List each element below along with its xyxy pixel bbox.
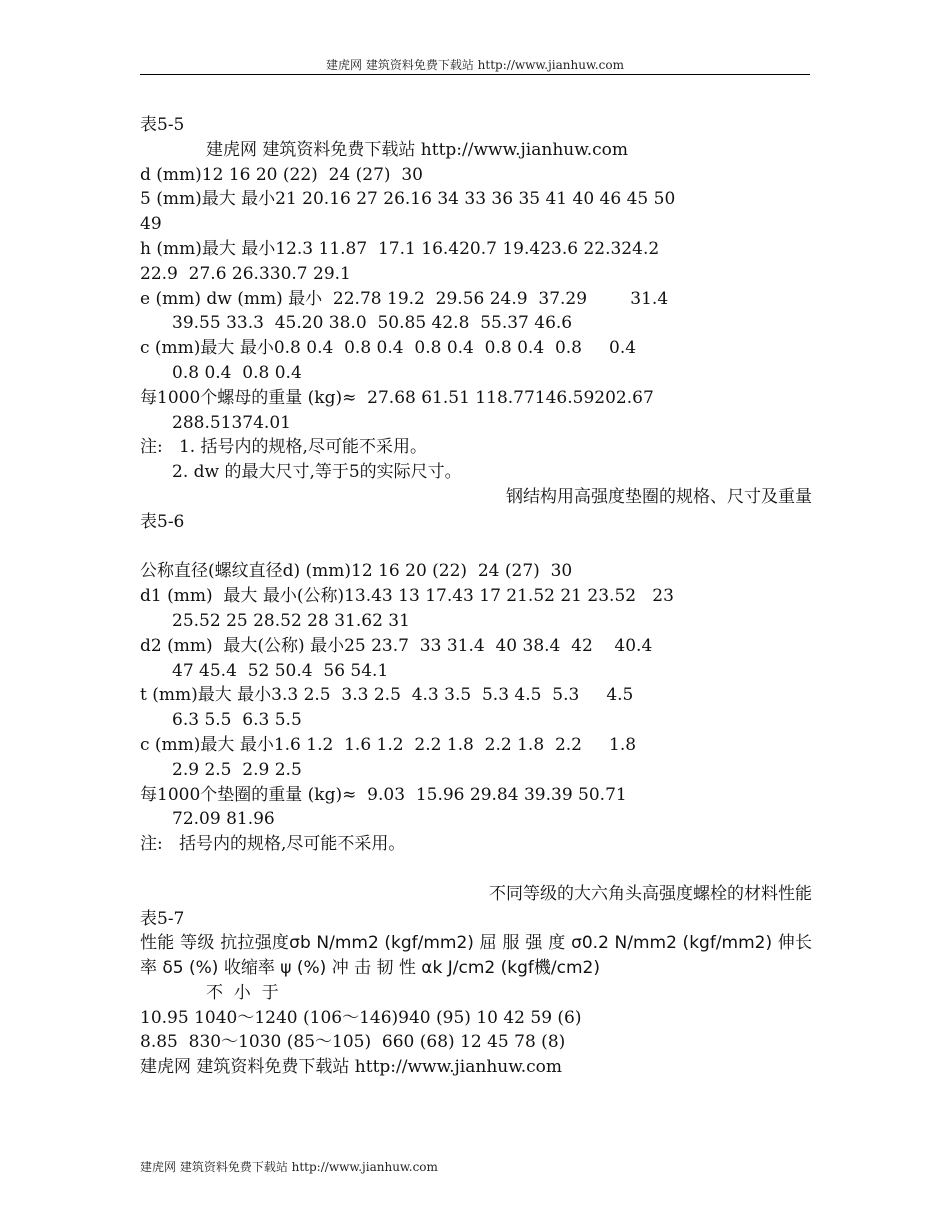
note-line: 注: 1. 括号内的规格,尽可能不采用。 <box>140 437 427 458</box>
text-line: 公称直径(螺纹直径d) (mm)12 16 20 (22) 24 (27) 30 <box>140 561 573 582</box>
watermark-line: 建虎网 建筑资料免费下载站 http://www.jianhuw.com <box>140 1057 563 1078</box>
blank-line <box>140 857 812 882</box>
text-line: 每1000个垫圈的重量 (kg)≈ 9.03 15.96 29.84 39.39 50.71 <box>140 784 627 805</box>
text-line: c (mm)最大 最小0.8 0.4 0.8 0.4 0.8 0.4 0.8 0.4 0.8 0.4 <box>140 338 637 359</box>
table-header-text: 性能 等级 抗拉强度σb N/mm2 (kgf/mm2) 屈 服 强 度 σ0.2 N/mm2 (kgf/mm2) 伸长率 δ5 (%) 收缩率 ψ (%) 冲 击 韧 性 αk J/cm2 (kgf機/cm2) <box>140 933 812 979</box>
note-line: 注: 括号内的规格,尽可能不采用。 <box>140 834 406 855</box>
text-line: 288.51374.01 <box>172 412 291 433</box>
text-line: 39.55 33.3 45.20 38.0 50.85 42.8 55.37 46.6 <box>172 313 573 334</box>
text-line: 不 小 于 <box>206 982 279 1003</box>
note-line: 2. dw 的最大尺寸,等于5的实际尺寸。 <box>172 462 462 483</box>
text-line: c (mm)最大 最小1.6 1.2 1.6 1.2 2.2 1.8 2.2 1.8 2.2 1.8 <box>140 734 637 755</box>
table-title: 钢结构用高强度垫圈的规格、尺寸及重量 <box>506 486 812 507</box>
text-line: t (mm)最大 最小3.3 2.5 3.3 2.5 4.3 3.5 5.3 4.5 5.3 4.5 <box>140 685 634 706</box>
text-line: 10.95 1040～1240 (106～146)940 (95) 10 42 59 (6) <box>140 1007 582 1028</box>
text-line: 47 45.4 52 50.4 56 54.1 <box>172 660 389 681</box>
text-line: 0.8 0.4 0.8 0.4 <box>172 362 302 383</box>
text-line: 2.9 2.5 2.9 2.5 <box>172 759 302 780</box>
text-line: 22.9 27.6 26.330.7 29.1 <box>140 263 351 284</box>
text-line: 6.3 5.5 6.3 5.5 <box>172 710 302 731</box>
table-5-7-label: 表5-7 <box>140 908 185 929</box>
text-line: 72.09 81.96 <box>172 809 275 830</box>
table-5-6-label: 表5-6 <box>140 511 185 532</box>
page-header: 建虎网 建筑资料免费下载站 http://www.jianhuw.com <box>326 58 624 72</box>
text-line: d1 (mm) 最大 最小(公称)13.43 13 17.43 17 21.52 21 23.52 23 <box>140 586 674 607</box>
text-line: 每1000个螺母的重量 (kg)≈ 27.68 61.51 118.77146.59202.67 <box>140 387 654 408</box>
document-body <box>140 113 812 1080</box>
text-line: d (mm)12 16 20 (22) 24 (27) 30 <box>140 164 423 185</box>
header-rule <box>140 74 810 75</box>
text-line: 49 <box>140 214 162 235</box>
text-line: h (mm)最大 最小12.3 11.87 17.1 16.420.7 19.423.6 22.324.2 <box>140 238 660 259</box>
text-line: 8.85 830～1030 (85～105) 660 (68) 12 45 78 (8) <box>140 1032 566 1053</box>
text-line: e (mm) dw (mm) 最小 22.78 19.2 29.56 24.9 37.29 31.4 <box>140 288 669 309</box>
blank-line <box>140 535 812 560</box>
text-line: d2 (mm) 最大(公称) 最小25 23.7 33 31.4 40 38.4 42 40.4 <box>140 635 653 656</box>
text-line: 5 (mm)最大 最小21 20.16 27 26.16 34 33 36 35 41 40 46 45 50 <box>140 189 676 210</box>
table-title: 不同等级的大六角头高强度螺栓的材料性能 <box>489 883 812 904</box>
table-5-5-label: 表5-5 <box>140 115 185 135</box>
page-footer: 建虎网 建筑资料免费下载站 http://www.jianhuw.com <box>140 1160 438 1174</box>
text-line: 25.52 25 28.52 28 31.62 31 <box>172 610 410 631</box>
watermark-line: 建虎网 建筑资料免费下载站 http://www.jianhuw.com <box>206 139 629 160</box>
